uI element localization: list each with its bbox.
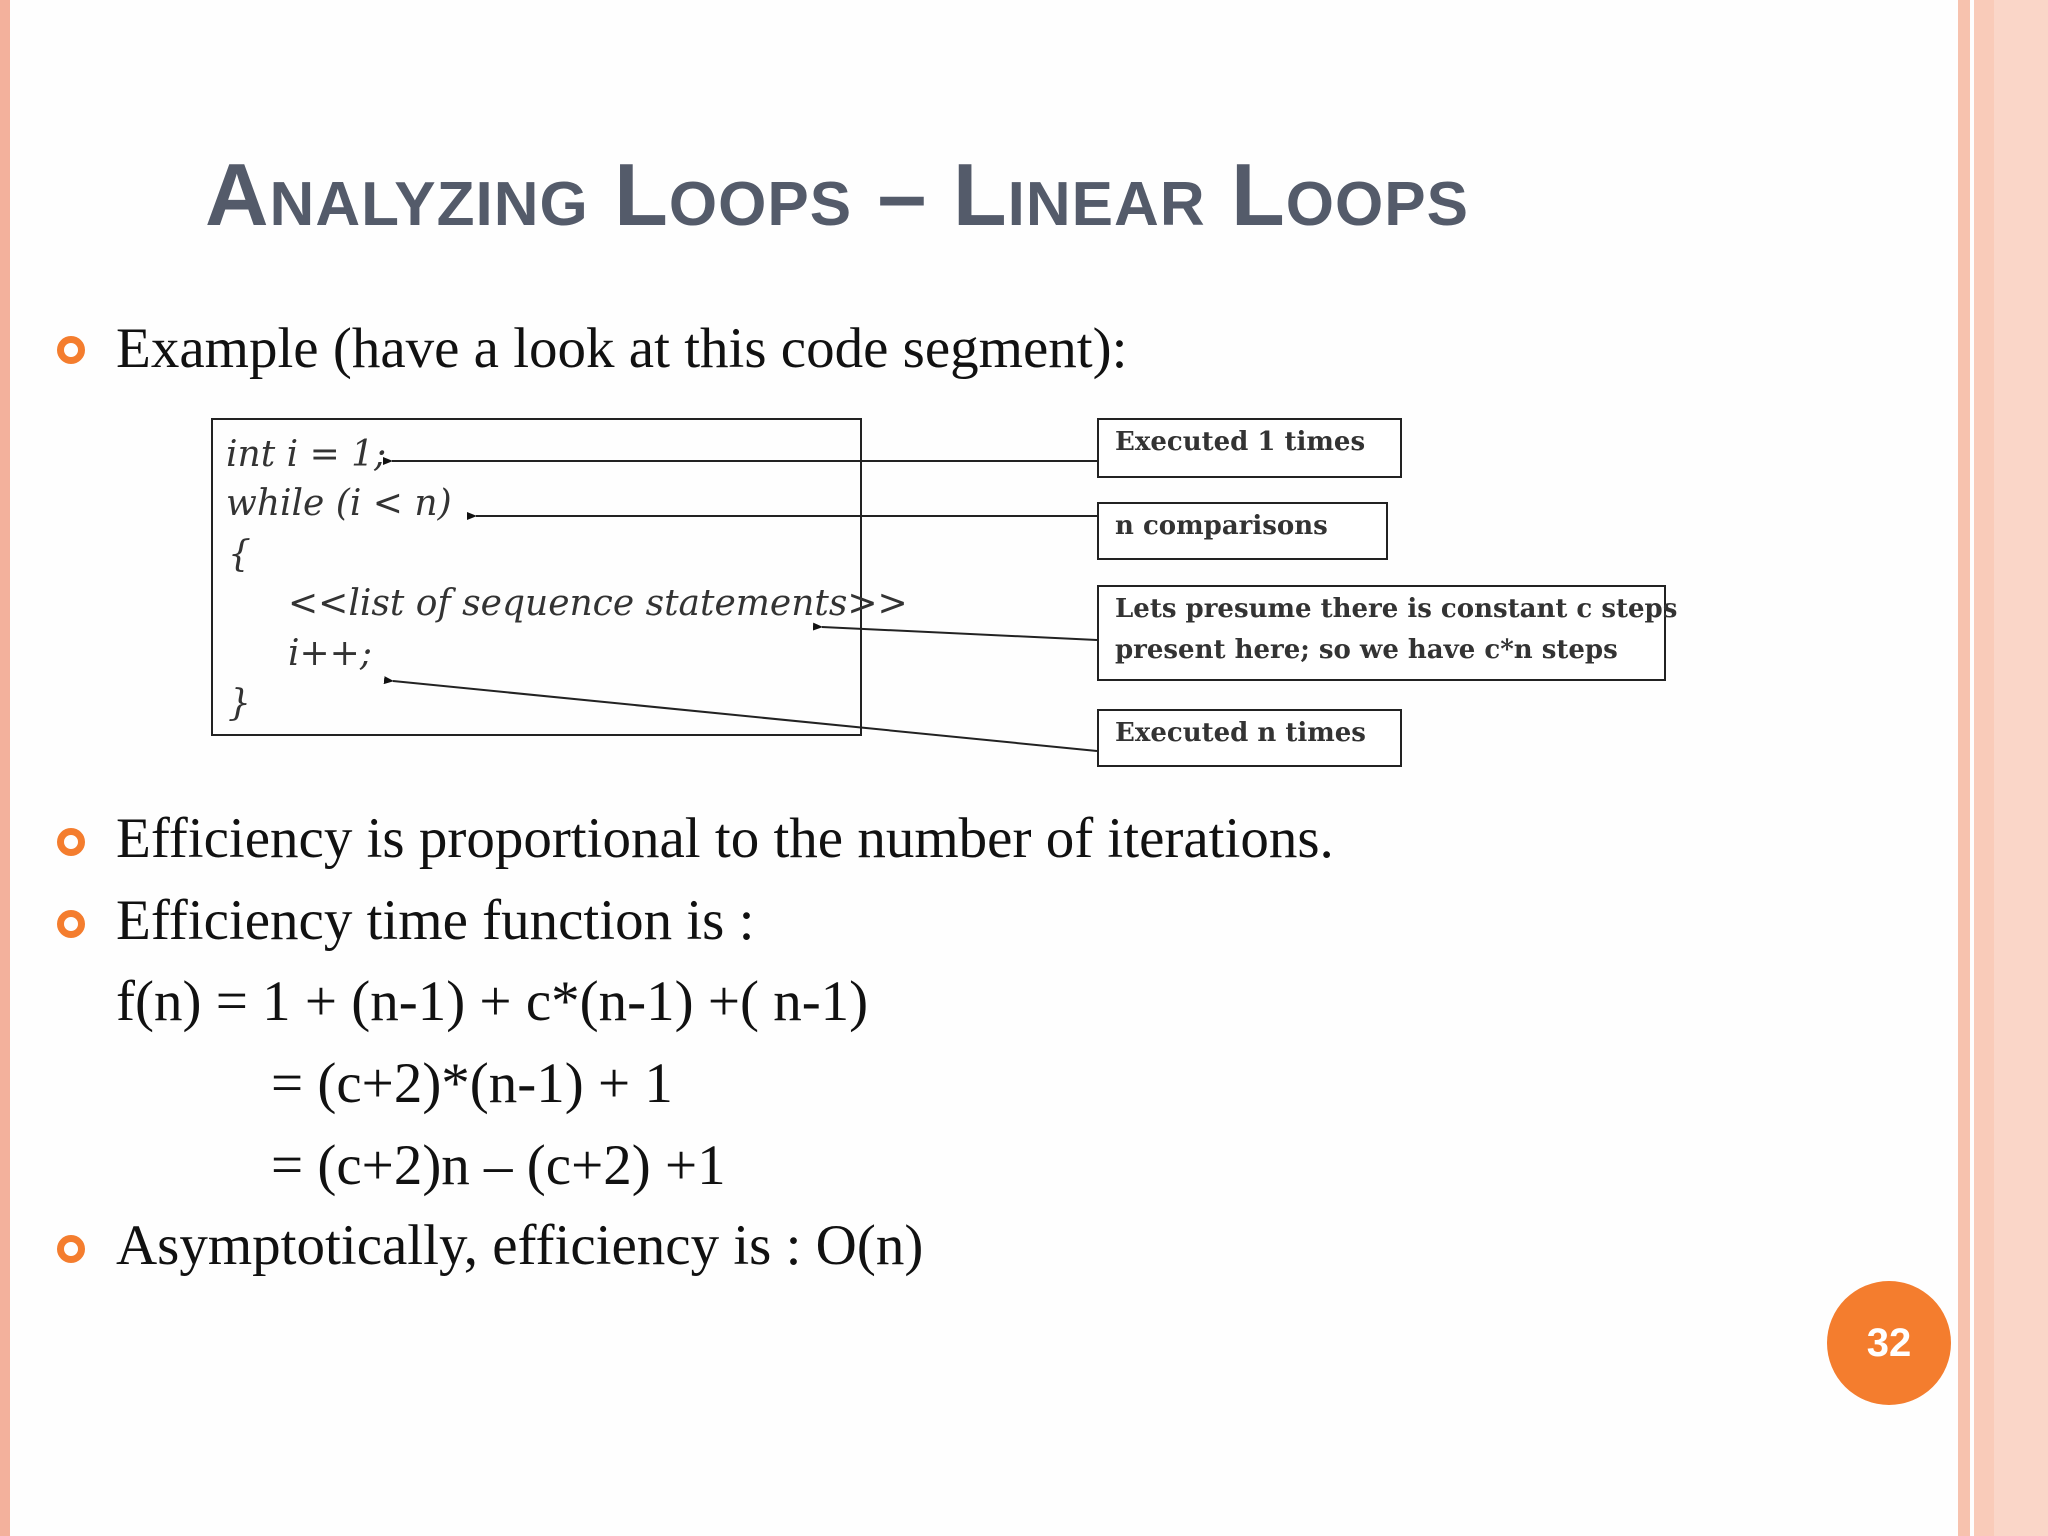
annotation-text: Executed n times — [1115, 718, 1366, 748]
annotation-text: Executed 1 times — [1115, 427, 1366, 457]
bullet-ring-icon — [56, 909, 86, 939]
bullet-text: Example (have a look at this code segment): — [116, 317, 1128, 380]
bullet-ring-icon — [56, 1234, 86, 1264]
arrow-line — [393, 681, 1097, 751]
formula-line: = (c+2)n – (c+2) +1 — [271, 1134, 726, 1197]
code-line: } — [228, 683, 251, 724]
code-line: while (i < n) — [226, 483, 452, 524]
bullet-text: Asymptotically, efficiency is : O(n) — [116, 1214, 924, 1277]
slide-title: Analyzing Loops – Linear Loops — [205, 145, 1469, 244]
page-number-badge: 32 — [1827, 1281, 1951, 1405]
annotation-text: n comparisons — [1115, 511, 1328, 541]
annotation-text: present here; so we have c*n steps — [1115, 635, 1618, 665]
code-line: i++; — [288, 633, 372, 674]
formula-line: f(n) = 1 + (n-1) + c*(n-1) +( n-1) — [116, 970, 869, 1033]
code-line: <<list of sequence statements>> — [288, 583, 908, 624]
bullet-ring-icon — [56, 827, 86, 857]
bullet-text: Efficiency is proportional to the number of iterations. — [116, 807, 1334, 870]
annotation-text: Lets presume there is constant c steps — [1115, 594, 1678, 624]
bullet-text: Efficiency time function is : — [116, 889, 755, 952]
code-line: int i = 1; — [226, 434, 387, 475]
arrow-line — [822, 627, 1097, 640]
code-line: { — [228, 534, 251, 575]
formula-line: = (c+2)*(n-1) + 1 — [271, 1052, 673, 1115]
